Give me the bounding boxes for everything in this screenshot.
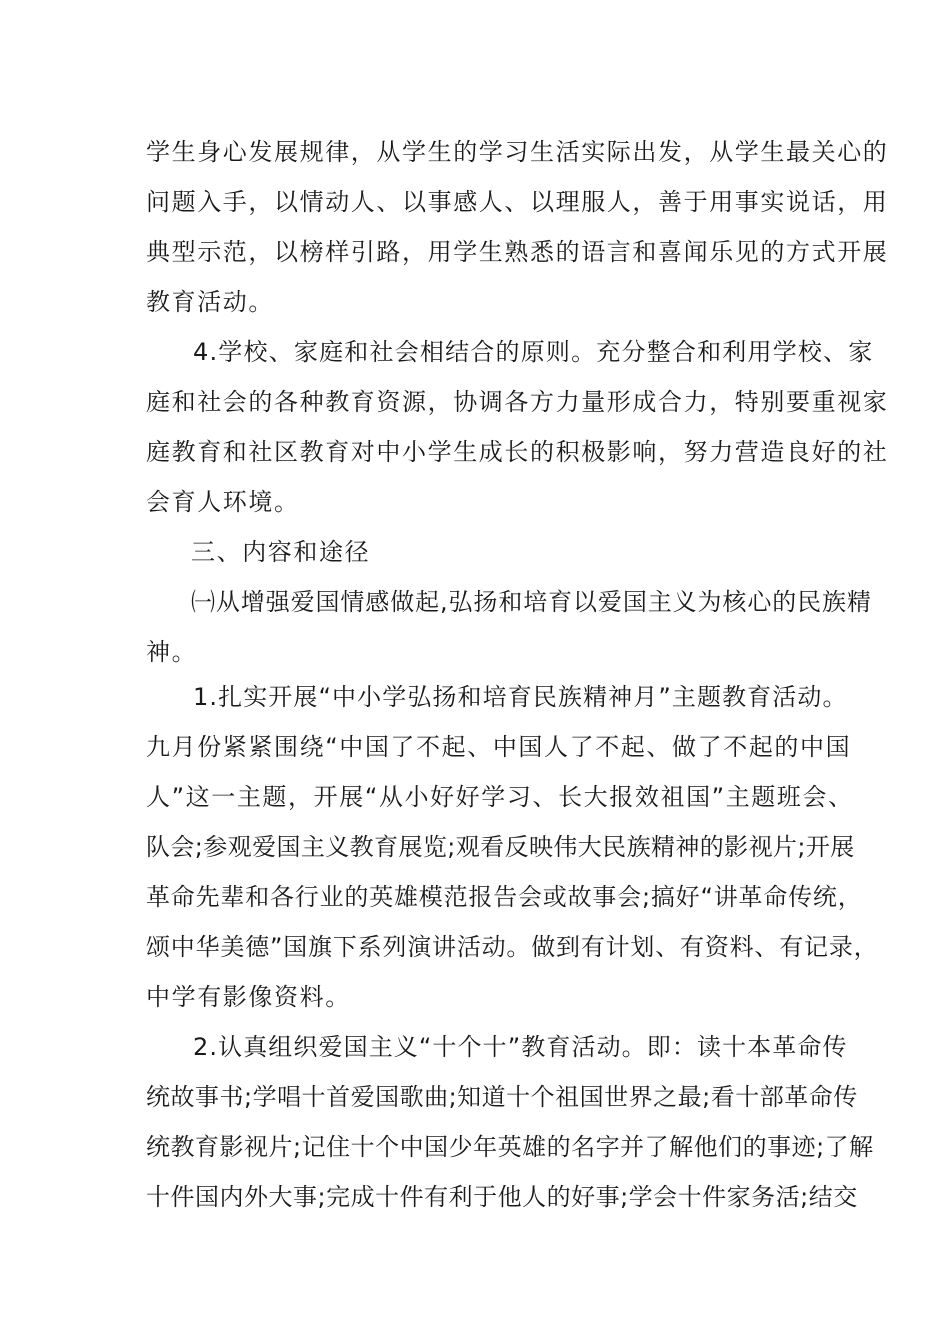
body-text-line: 教育活动。 <box>146 288 274 316</box>
body-text-line: 统教育影视片;记住十个中国少年英雄的名字并了解他们的事迹;了解 <box>146 1133 874 1161</box>
paragraph-first-line: 1.扎实开展“中小学弘扬和培育民族精神月”主题教育活动。 <box>193 683 848 711</box>
body-text-line: 问题入手，以情动人、以事感人、以理服人，善于用事实说话，用 <box>146 188 889 216</box>
body-text-line: 神。 <box>146 638 198 666</box>
body-text-line: 队会;参观爱国主义教育展览;观看反映伟大民族精神的影视片;开展 <box>146 833 855 861</box>
body-text-line: 十件国内外大事;完成十件有利于他人的好事;学会十件家务活;结交 <box>146 1183 858 1211</box>
body-text-line: 统故事书;学唱十首爱国歌曲;知道十个祖国世界之最;看十部革命传 <box>146 1083 858 1111</box>
paragraph-first-line: 2.认真组织爱国主义“十个十”教育活动。即：读十本革命传 <box>193 1033 848 1061</box>
section-heading: 三、内容和途径 <box>191 538 371 566</box>
subsection-heading: ㈠从增强爱国情感做起,弘扬和培育以爱国主义为核心的民族精 <box>191 588 872 616</box>
body-text-line: 学生身心发展规律，从学生的学习生活实际出发，从学生最关心的 <box>146 138 889 166</box>
body-text-line: 革命先辈和各行业的英雄模范报告会或故事会;搞好“讲革命传统， <box>146 883 863 911</box>
body-text-line: 会育人环境。 <box>146 488 300 516</box>
body-text-line: 中学有影像资料。 <box>146 983 351 1011</box>
body-text-line: 典型示范，以榜样引路，用学生熟悉的语言和喜闻乐见的方式开展 <box>146 238 889 266</box>
body-text-line: 颂中华美德”国旗下系列演讲活动。做到有计划、有资料、有记录， <box>146 933 879 961</box>
paragraph-first-line: 4.学校、家庭和社会相结合的原则。充分整合和利用学校、家 <box>193 338 874 366</box>
body-text-line: 九月份紧紧围绕“中国了不起、中国人了不起、做了不起的中国 <box>146 733 852 761</box>
body-text-line: 人”这一主题，开展“从小好好学习、长大报效祖国”主题班会、 <box>146 783 854 811</box>
body-text-line: 庭教育和社区教育对中小学生成长的积极影响，努力营造良好的社 <box>146 438 889 466</box>
body-text-line: 庭和社会的各种教育资源，协调各方力量形成合力，特别要重视家 <box>146 388 889 416</box>
